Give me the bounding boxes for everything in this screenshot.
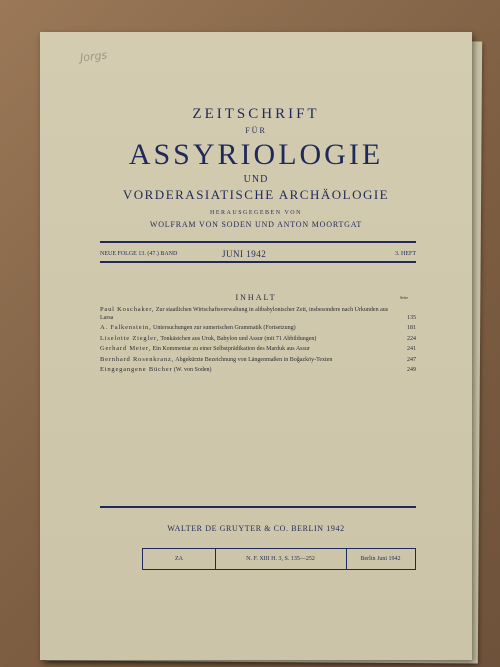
toc-entry (100, 366, 416, 375)
toc-author: A. Falkenstein, (100, 324, 152, 331)
publisher-line: WALTER DE GRUYTER & CO. BERLIN 1942 (167, 524, 345, 533)
issue-date: JUNI 1942 (222, 249, 267, 259)
toc-title: Untersuchungen zur sumerischen Grammatik (Fortsetzung) (153, 325, 296, 331)
table-of-contents (100, 306, 416, 377)
editors-label: HERAUSGEGEBEN VON (210, 210, 302, 216)
toc-title: Zur staatlichen Wirtschaftsverwaltung in altbabylonischer Zeit, insbesondere nach Urkunden aus Larsa (100, 307, 389, 321)
toc-page: 224 (407, 335, 416, 342)
issue-volume: NEUE FOLGE 13. (47.) BAND (100, 251, 178, 257)
toc-heading: INHALT (235, 293, 277, 302)
toc-entry (100, 324, 416, 333)
toc-page: 249 (407, 367, 416, 373)
issue-rule (100, 261, 416, 263)
toc-entry (100, 335, 416, 344)
title-subtitle: VORDERASIATISCHE ARCHÄOLOGIE (122, 187, 390, 202)
bottom-rule (100, 506, 416, 508)
toc-author: Gerhard Meier, (100, 345, 152, 352)
toc-title: (W. von Soden) (173, 367, 212, 373)
title-zeitschrift: ZEITSCHRIFT (192, 106, 320, 122)
toc-entry (100, 345, 416, 354)
citation-reference: N. F. XIII H. 3, S. 135—252 (215, 549, 347, 569)
toc-title: Tonkästchen aus Uruk, Babylon und Assur (mit 71 Abbildungen) (160, 335, 317, 342)
toc-entry (100, 356, 416, 365)
title-fuer: FÜR (245, 126, 267, 135)
pencil-note: Jorgs (79, 48, 108, 65)
toc-author: Liselotte Ziegler, (100, 334, 159, 342)
toc-title: Abgekürzte Bezeichnung von Längenmaßen in Boğazköy-Texten (175, 356, 333, 363)
citation-box (142, 548, 416, 570)
toc-page-header: Seite (400, 295, 408, 300)
editors-names: WOLFRAM VON SODEN UND ANTON MOORTGAT (149, 220, 363, 229)
toc-title: Ein Kommentar zu einer Selbstprädikation des Marduk aus Assur (152, 346, 310, 352)
toc-page: 135 (407, 314, 416, 321)
toc-page: 181 (407, 325, 416, 331)
toc-author: Bernhard Rosenkranz, (100, 355, 175, 363)
toc-author: Paul Koschaker, (100, 306, 155, 313)
journal-cover (40, 32, 472, 660)
toc-author: Eingegangene Bücher (100, 366, 173, 373)
citation-place-date: Berlin Juni 1942 (360, 556, 401, 562)
top-rule (100, 241, 416, 243)
toc-page: 241 (407, 346, 416, 352)
citation-abbr: ZA (143, 549, 216, 569)
title-main: ASSYRIOLOGIE (128, 138, 384, 171)
toc-page: 247 (407, 356, 416, 363)
issue-number: 3. HEFT (395, 251, 416, 257)
title-und: UND (243, 174, 269, 185)
toc-entry (100, 306, 416, 322)
